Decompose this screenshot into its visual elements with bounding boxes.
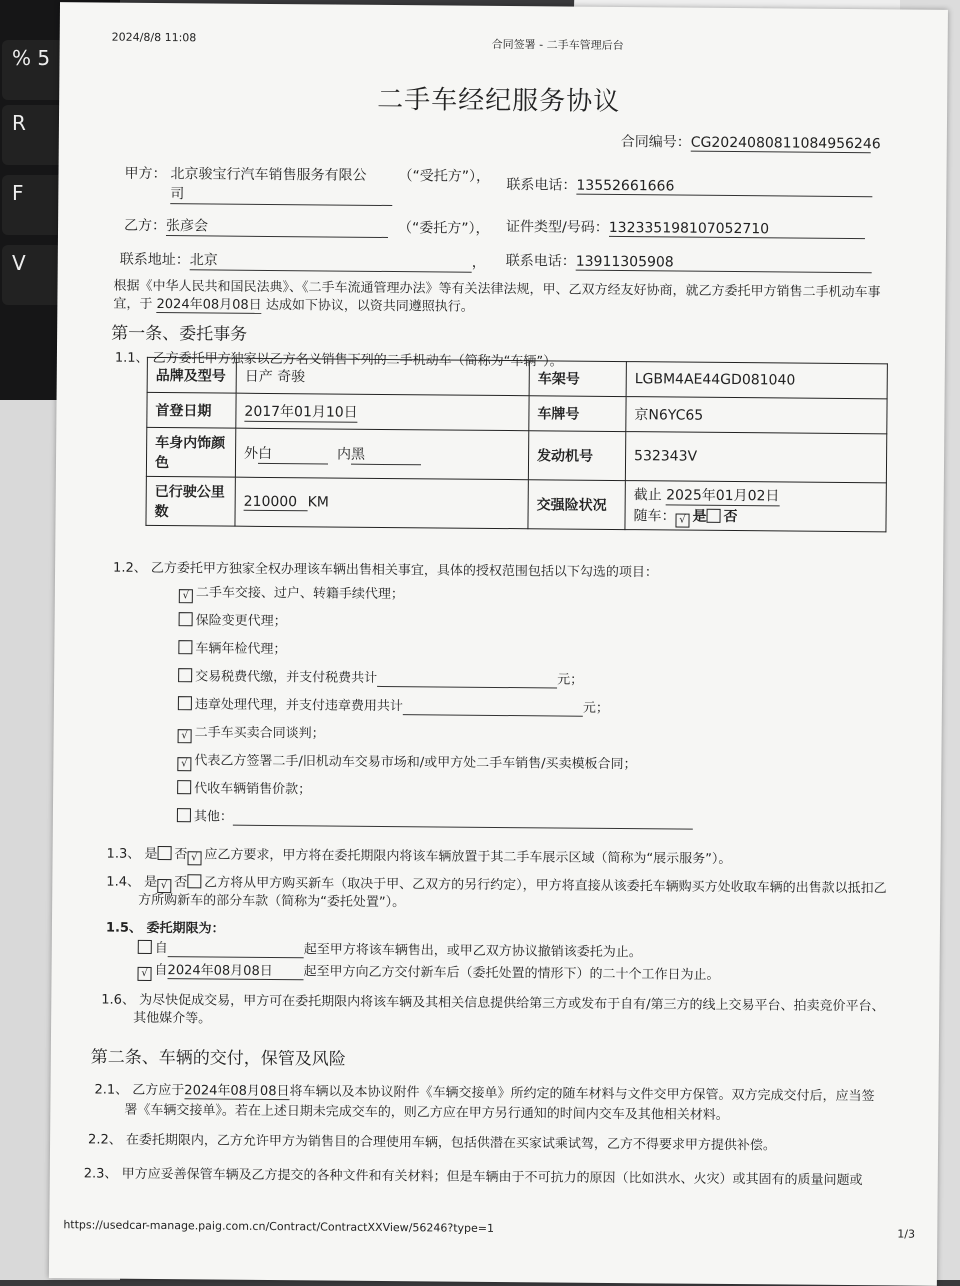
clause-1-5-title: 1.5、 委托期限为：: [105, 920, 225, 937]
clause-1-5-b: √ 自2024年08月08日 起至甲方向乙方交付新车后（委托处置的情形下）的二十个工作日为止。: [137, 959, 719, 986]
checkbox: [178, 696, 192, 710]
clause-1-4: 1.4、 是 √ 否 乙方将从甲方购买新车（取决于甲、乙双方的另行约定），甲方将直接从该委托车辆购买方处收取车辆的出售款以抵扣乙: [106, 874, 887, 897]
engine-value: 532343V: [625, 432, 886, 483]
footer-url: https://usedcar-manage.paig.com.cn/Contract/ContractXXView/56246?type=1: [63, 1218, 495, 1235]
section2-title: 第二条、车辆的交付，保管及风险: [90, 1047, 346, 1070]
print-datetime: 2024/8/8 11:08: [111, 30, 197, 45]
preamble-line2: 宜，于 2024年08月08日 达成如下协议，以资共同遵照执行。: [113, 293, 474, 316]
checkbox: [178, 640, 192, 654]
party-a-label: 甲方：: [124, 165, 167, 183]
plate-value: 京N6YC65: [626, 397, 887, 434]
color-value: 外白 内黑: [235, 428, 528, 480]
clause-2-3: 2.3、 甲方应妥善保管车辆及乙方提交的各种文件和有关材料；但是车辆由于不可抗力的原因（比如洪水、火灾）或其固有的质量问题或: [83, 1166, 863, 1189]
clause-1-5-a: 自 起至甲方将该车辆售出，或甲乙双方协议撤销该委托为止。: [138, 937, 642, 961]
page-title: 二手车经纪服务协议: [377, 84, 621, 118]
option-collect-payment: 代收车辆销售价款；: [177, 777, 311, 797]
party-a-phone: 联系电话：13552661666: [506, 174, 872, 197]
color-label: 车身内饰颜 色: [146, 427, 235, 477]
checkbox-no: [707, 508, 721, 522]
brand-label: 品牌及型号: [147, 357, 236, 393]
clause-2-2: 2.2、 在委托期限内，乙方允许甲方为销售目的合理使用车辆，包括供潜在买家试乘试驾，乙方不得要求甲方提供补偿。: [88, 1132, 776, 1154]
checkbox: [177, 808, 191, 822]
checkbox: [179, 612, 193, 626]
checkbox-checked: √: [179, 589, 193, 603]
option-inspection: 车辆年检代理；: [178, 637, 286, 657]
option-negotiation: √ 二手车买卖合同谈判；: [178, 721, 325, 744]
party-a-name: 北京骏宝行汽车销售服务有限公 司: [170, 163, 392, 206]
page-number: 1/3: [897, 1227, 916, 1241]
party-b-phone: 联系电话：13911305908: [506, 250, 872, 273]
clause-2-1: 2.1、 乙方应于2024年08月08日将车辆以及本协议附件《车辆交接单》所约定的随车材料与文件交甲方保管。双方完成交付后，应当签: [94, 1078, 874, 1105]
brand-value: 日产 奇骏: [236, 358, 529, 396]
clause-1-1: 1.1、 乙方委托甲方独家以乙方名义销售下列的二手机动车（简称为“车辆”）。: [114, 350, 563, 370]
clause-1-2: 1.2、 乙方委托甲方独家全权办理该车辆出售相关事宜，具体的授权范围包括以下勾选的项目：: [113, 560, 658, 581]
engine-label: 发动机号: [528, 431, 625, 481]
key-f: F: [2, 175, 72, 235]
key-percent-5: % 5: [2, 40, 72, 100]
key-r: R: [2, 105, 72, 165]
checkbox-checked: √: [178, 729, 192, 743]
contract-number: 合同编号：CG2024080811084956246: [620, 134, 881, 153]
mileage-label: 已行驶公里 数: [146, 476, 235, 526]
plate-label: 车牌号: [529, 396, 626, 432]
option-sign-contract: √ 代表乙方签署二手/旧机动车交易市场和/或甲方处二手车销售/买卖模板合同；: [177, 749, 636, 775]
party-b-address: 联系地址：北京 ，: [120, 249, 486, 273]
insurance-label: 交强险状况: [528, 480, 625, 530]
option-insurance: 保险变更代理；: [179, 609, 287, 629]
vehicle-table: [145, 357, 887, 532]
option-tax: 交易税费代缴，并支付税费共计 元；: [178, 665, 583, 689]
contract-page: [49, 2, 948, 1286]
party-b-role: （“委托方”），: [397, 220, 490, 237]
clause-1-4-line2: 方所购新车的部分车款（简称为“委托处置”）。: [138, 892, 406, 911]
option-other: 其他：: [177, 805, 693, 830]
clause-2-1-line2: 署《车辆交接单》。若在上述日期未完成交车的，则乙方应在甲方另行通知的时间内交车及其他相关材料。: [124, 1102, 729, 1124]
table-row: [146, 476, 886, 531]
checkbox-checked: √: [177, 757, 191, 771]
option-transfer: √ 二手车交接、过户、转籍手续代理；: [179, 581, 404, 605]
section1-title: 第一条、委托事务: [111, 323, 248, 345]
option-violation: 违章处理代理，并支付违章费用共计 元；: [178, 693, 609, 717]
checkbox: [178, 668, 192, 682]
reg-label: 首登日期: [147, 392, 236, 428]
clause-1-6: 1.6、 为尽快促成交易，甲方可在委托期限内将该车辆及其相关信息提供给第三方或发布于自有/第三方的线上交易平台、拍卖竞价平台、: [101, 992, 885, 1015]
preamble-line1: 根据《中华人民共和国民法典》、《二手车流通管理办法》等有关法律法规，甲、乙双方经友好协商，就乙方委托甲方销售二手机动车事: [113, 278, 881, 301]
insurance-value: 截止 2025年01月02日 随车： √ 是 否: [625, 481, 886, 532]
clause-1-6-line2: 其他媒介等。: [133, 1010, 212, 1027]
vin-label: 车架号: [529, 361, 626, 397]
party-a-role: （“受托方”），: [398, 168, 491, 185]
party-b-id: 证件类型/号码：132335198107052710: [506, 216, 865, 239]
key-v: V: [2, 245, 72, 305]
vin-value: LGBM4AE44GD081040: [626, 362, 887, 399]
reg-value: 2017年01月10日: [236, 393, 529, 431]
clause-1-3: 1.3、 是 否 √ 应乙方要求，甲方将在委托期限内将该车辆放置于其二手车展示区域（简称为“展示服务”）。: [106, 846, 732, 868]
mileage-value: 210000 KM: [235, 477, 528, 529]
checkbox: [177, 780, 191, 794]
party-b-name: 乙方：张彦会: [124, 215, 388, 238]
print-site-title: 合同签署 - 二手车管理后台: [491, 37, 624, 53]
checkbox-yes-checked: √: [675, 513, 689, 527]
table-row: [146, 427, 886, 482]
